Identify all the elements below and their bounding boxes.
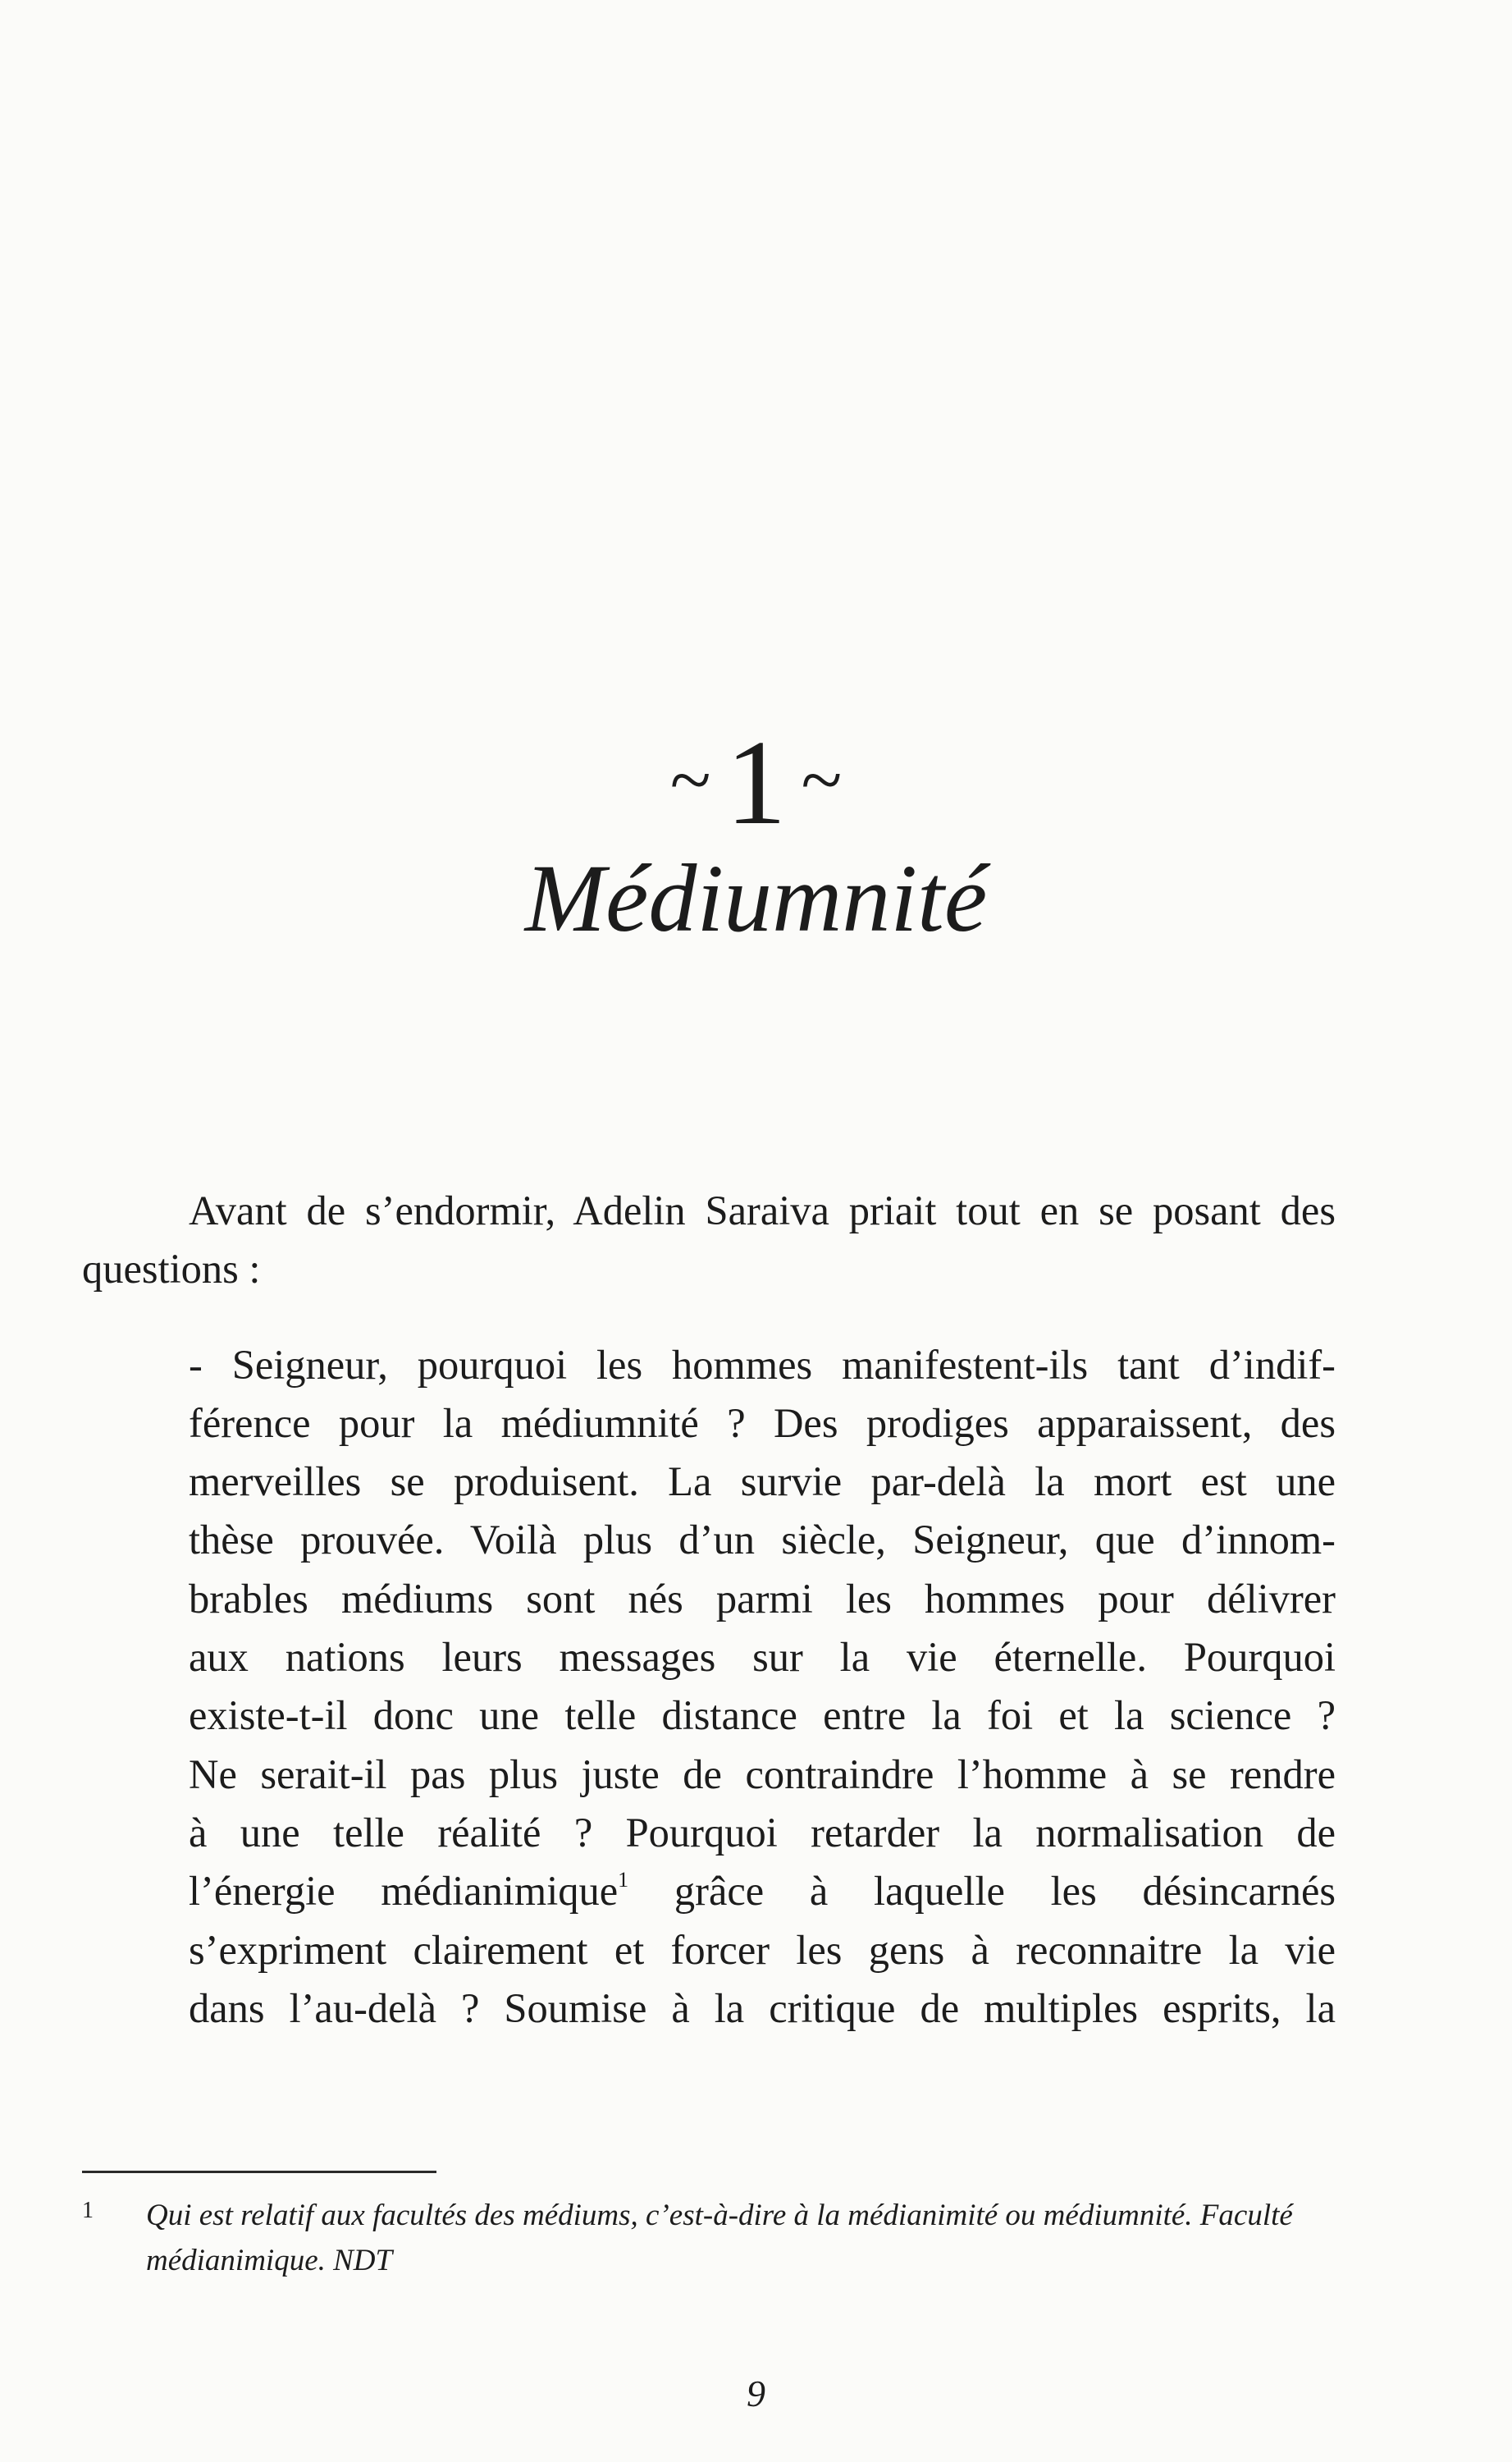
footnote-separator: [82, 2171, 436, 2173]
text-line: s’expriment clairement et forcer les gens à reconnaitre la vie: [189, 1926, 1336, 1973]
text-line: thèse prouvée. Voilà plus d’un siècle, Seigneur, que d’innom-: [189, 1517, 1336, 1563]
text-fragment: grâce à laquelle les désincarnés: [628, 1868, 1336, 1915]
ornament-swash-left: ~: [669, 738, 711, 821]
body-text: [82, 1182, 1336, 2038]
ornament-swash-right: ~: [801, 738, 843, 821]
text-line-with-footnote: [189, 1862, 1336, 1920]
text-line: merveilles se produisent. La survie par-delà la mort est une: [189, 1458, 1336, 1505]
text-line: aux nations leurs messages sur la vie éternelle. Pourquoi: [189, 1634, 1336, 1681]
lead-paragraph: Avant de s’endormir, Adelin Saraiva priait tout en se posant des questions :: [82, 1188, 1336, 1293]
dialogue-paragraph: [189, 1336, 1336, 2039]
text-line: - Seigneur, pourquoi les hommes manifestent-ils tant d’indif-: [189, 1341, 1336, 1388]
text-line: à une telle réalité ? Pourquoi retarder la normalisation de: [189, 1809, 1336, 1856]
chapter-title: Médiumnité: [524, 844, 988, 952]
text-line: Ne serait-il pas plus juste de contraindre l’homme à se rendre: [189, 1750, 1336, 1797]
text-fragment: l’énergie médianimique: [189, 1868, 619, 1915]
page-number: 9: [747, 2373, 765, 2414]
footnote: [82, 2193, 1345, 2283]
footnote-reference[interactable]: 1: [618, 1868, 629, 1892]
text-line: brables médiums sont nés parmi les hommes pour délivrer: [189, 1575, 1336, 1622]
text-line: férence pour la médiumnité ? Des prodiges apparaissent, des: [189, 1399, 1336, 1446]
text-line: dans l’au-delà ? Soumise à la critique de multiples esprits, la: [189, 1984, 1336, 2031]
text-line: existe-t-il donc une telle distance entre la foi et la science ?: [189, 1692, 1336, 1739]
footnote-text: Qui est relatif aux facultés des médiums, c’est-à-dire à la médianimité ou médiumnité. Faculté médianimique. NDT: [146, 2199, 1293, 2277]
chapter-number: [0, 716, 1512, 850]
chapter-number-value: 1: [725, 716, 787, 850]
footnote-mark: 1: [82, 2198, 94, 2223]
